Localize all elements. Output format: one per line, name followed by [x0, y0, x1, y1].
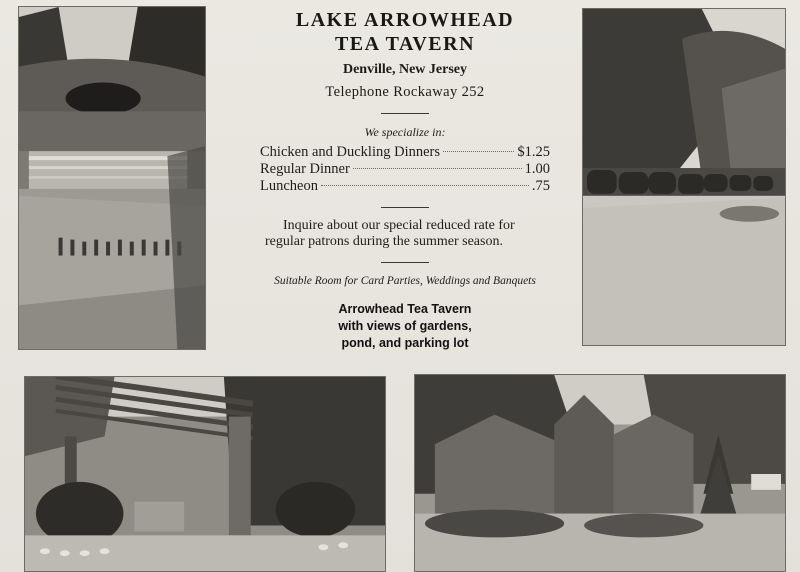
- menu-list: [260, 144, 550, 195]
- garden-pergola-photo: [24, 376, 386, 572]
- pond-waterfall-photo: [18, 6, 206, 350]
- inquire-text: Inquire about our special reduced rate for regular patrons during the summer season.: [265, 218, 515, 249]
- divider: [381, 207, 429, 208]
- photo-caption: [232, 301, 578, 352]
- parking-lot-photo: [582, 8, 786, 346]
- leader-dots: [321, 185, 529, 186]
- menu-item-name: Luncheon: [260, 178, 318, 194]
- menu-item-name: Regular Dinner: [260, 161, 350, 177]
- menu-item-price: .75: [531, 178, 550, 194]
- menu-item-price: $1.25: [517, 144, 550, 160]
- ad-telephone: Telephone Rockaway 252: [325, 84, 485, 100]
- menu-item: [260, 144, 550, 161]
- caption-line3: pond, and parking lot: [341, 336, 469, 350]
- menu-item: [260, 161, 550, 178]
- specialize-label: We specialize in:: [364, 125, 446, 139]
- leader-dots: [443, 151, 514, 152]
- divider: [381, 113, 429, 114]
- divider: [381, 262, 429, 263]
- caption-line2: with views of gardens,: [338, 319, 472, 333]
- tavern-building-photo: [414, 374, 786, 572]
- suitable-text: Suitable Room for Card Parties, Weddings and Banquets: [274, 275, 536, 287]
- menu-item-name: Chicken and Duckling Dinners: [260, 144, 441, 160]
- caption-line1: Arrowhead Tea Tavern: [338, 302, 472, 316]
- tavern-advertisement: [232, 8, 578, 368]
- ad-location: Denville, New Jersey: [342, 62, 468, 77]
- ad-title-line2: TEA TAVERN: [334, 33, 476, 55]
- ad-title-line1: LAKE ARROWHEAD: [295, 9, 515, 31]
- menu-item-price: 1.00: [524, 161, 550, 177]
- leader-dots: [353, 168, 522, 169]
- menu-item: [260, 178, 550, 195]
